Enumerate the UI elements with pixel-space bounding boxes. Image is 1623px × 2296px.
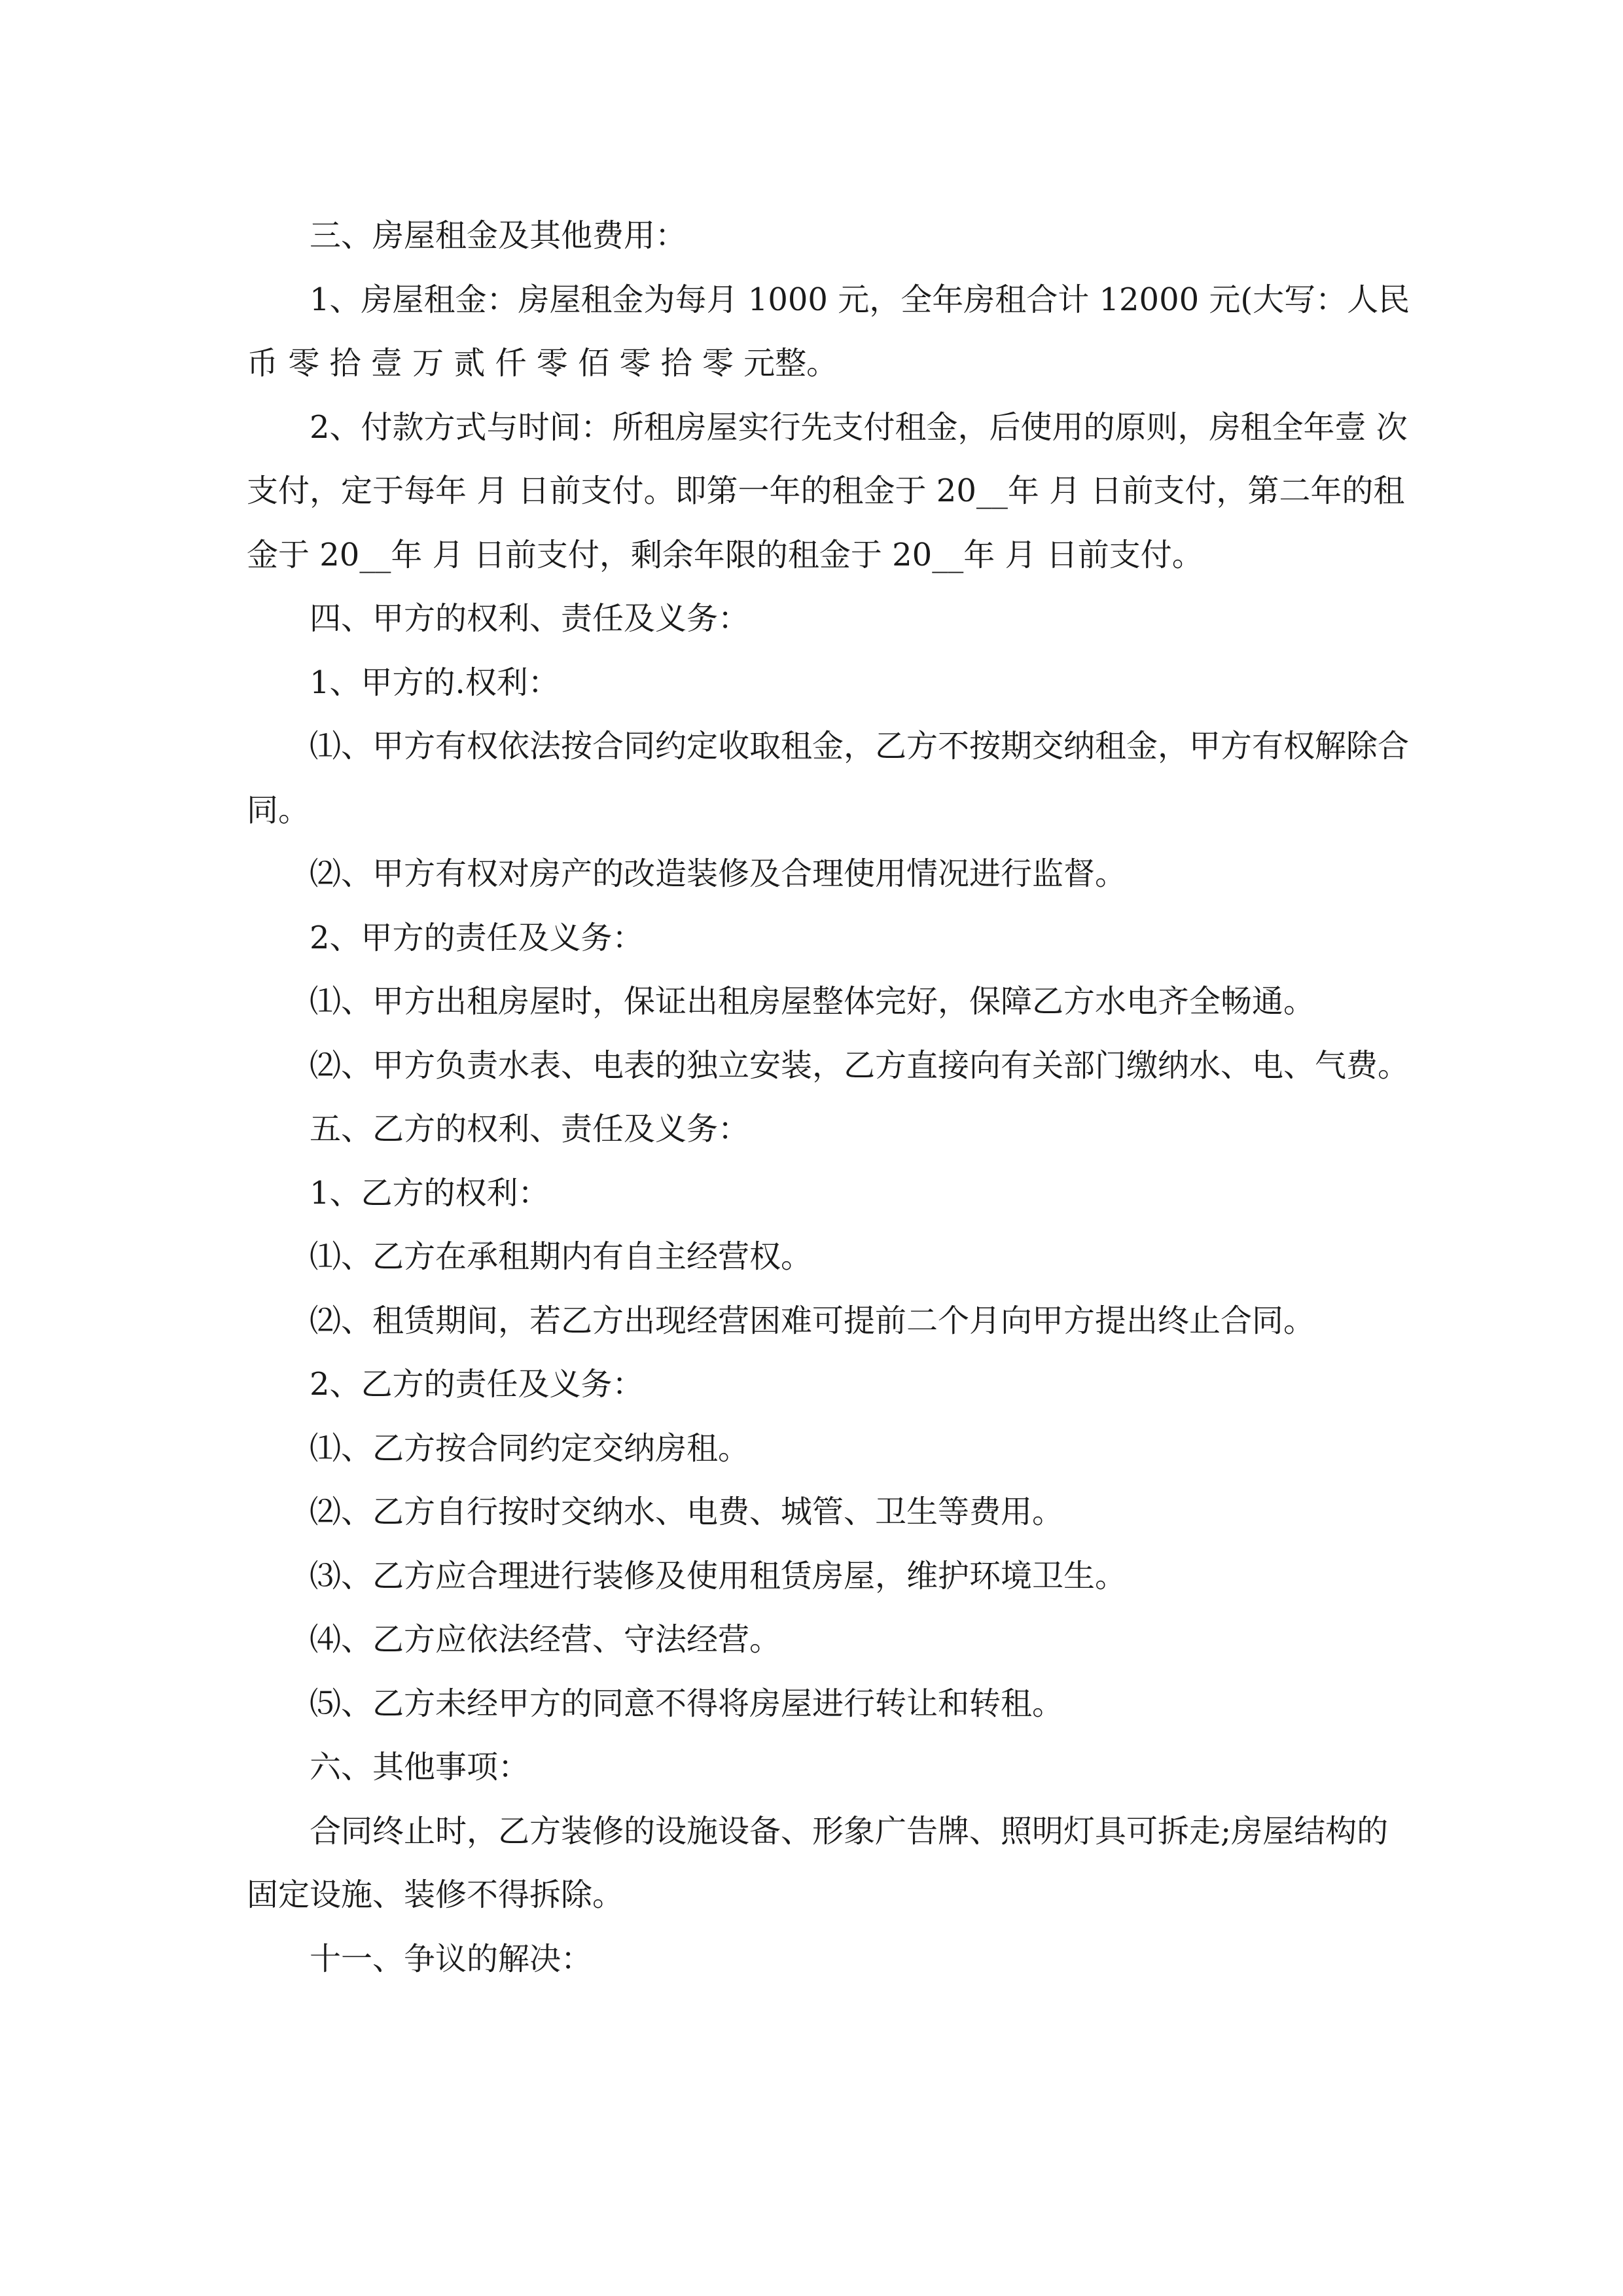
clause-item: ⑷、乙方应依法经营、守法经营。 (310, 1621, 781, 1658)
clause-item: ⑵、乙方自行按时交纳水、电费、城管、卫生等费用。 (310, 1494, 1064, 1530)
subheading-party-a-duties: 2、甲方的责任及义务： (310, 919, 644, 956)
clause-item: ⑴、乙方按合同约定交纳房租。 (310, 1429, 750, 1467)
document-body (247, 204, 1418, 1991)
section-heading-party-b: 五、乙方的权利、责任及义务： (310, 1111, 750, 1147)
clause-item: ⑵、甲方有权对房产的改造装修及合理使用情况进行监督。 (310, 855, 1127, 892)
section-heading-dispute: 十一、争议的解决： (310, 1940, 593, 1977)
clause-item: 合同终止时，乙方装修的设施设备、形象广告牌、照明灯具可拆走;房屋结构的固定设施、装修不得拆除。 (247, 1812, 1389, 1913)
clause-item: ⑵、租赁期间，若乙方出现经营困难可提前二个月向甲方提出终止合同。 (310, 1302, 1315, 1339)
clause-item: ⑴、乙方在承租期内有自主经营权。 (310, 1238, 813, 1275)
section-heading-party-a: 四、甲方的权利、责任及义务： (310, 600, 750, 637)
clause-item: ⑵、甲方负责水表、电表的独立安装，乙方直接向有关部门缴纳水、电、气费。 (310, 1047, 1410, 1084)
clause-item: ⑶、乙方应合理进行装修及使用租赁房屋，维护环境卫生。 (310, 1557, 1127, 1594)
clause-item: ⑴、甲方有权依法按合同约定收取租金，乙方不按期交纳租金，甲方有权解除合同。 (247, 728, 1410, 829)
subheading-party-b-rights: 1、乙方的权利： (310, 1174, 550, 1211)
section-heading-other: 六、其他事项： (310, 1749, 530, 1785)
clause-rent-amount: 1、房屋租金：房屋租金为每月 1000 元，全年房租合计 12000 元(大写：人民币 零 拾 壹 万 贰 仟 零 佰 零 拾 零 元整。 (247, 281, 1410, 382)
section-heading-rent: 三、房屋租金及其他费用： (310, 217, 687, 254)
clause-payment-method: 2、付款方式与时间：所租房屋实行先支付租金，后使用的原则，房租全年壹 次支付，定于每年 月 日前支付。即第一年的租金于 20__年 月 日前支付，第二年的租金于 20__年 月 日前支付，剩余年限的租金于 20__年 月 日前支付。 (247, 408, 1408, 573)
clause-item: ⑸、乙方未经甲方的同意不得将房屋进行转让和转租。 (310, 1685, 1064, 1722)
subheading-party-b-duties: 2、乙方的责任及义务： (310, 1366, 644, 1403)
clause-item: ⑴、甲方出租房屋时，保证出租房屋整体完好，保障乙方水电齐全畅通。 (310, 983, 1315, 1020)
subheading-party-a-rights: 1、甲方的.权利： (310, 664, 560, 701)
